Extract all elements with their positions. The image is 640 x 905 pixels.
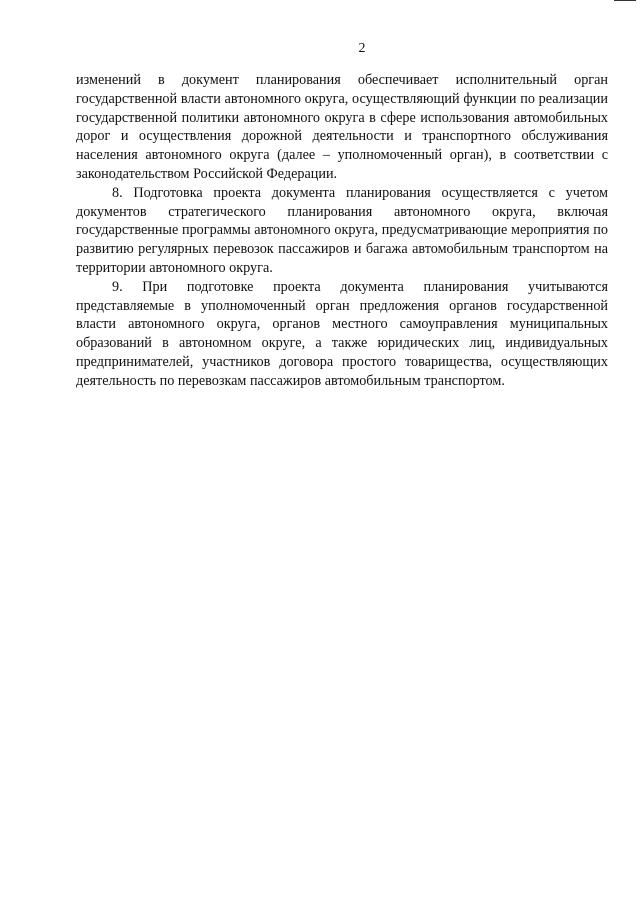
document-body — [76, 71, 608, 391]
corner-mark — [614, 0, 636, 3]
paragraph-continuation: изменений в документ планирования обеспечивает исполнительный орган государственной власти автономного округа, осуществляющий функции по реализации государственной политики автономного округа в сфере использования автомобильных дорог и осуществления дорожной деятельности и транспортного обслуживания населения автономного округа (далее – уполномоченный орган), в соответствии с законодательством Российской Федерации. — [76, 72, 608, 182]
page-number: 2 — [358, 41, 366, 56]
paragraph-item-8: 8. Подготовка проекта документа планирования осуществляется с учетом документов стратегического планирования автономного округа, включая государственные программы автономного округа, предусматривающие мероприятия по развитию регулярных перевозок пассажиров и багажа автомобильным транспортом на территории автономного округа. — [76, 184, 608, 276]
paragraph-item-9: 9. При подготовке проекта документа планирования учитываются представляемые в уполномоченный орган предложения органов государственной власти автономного округа, органов местного самоуправления муниципальных образований в автономном округе, а также юридических лиц, индивидуальных предпринимателей, участников договора простого товарищества, осуществляющих деятельность по перевозкам пассажиров автомобильным транспортом. — [76, 278, 608, 389]
